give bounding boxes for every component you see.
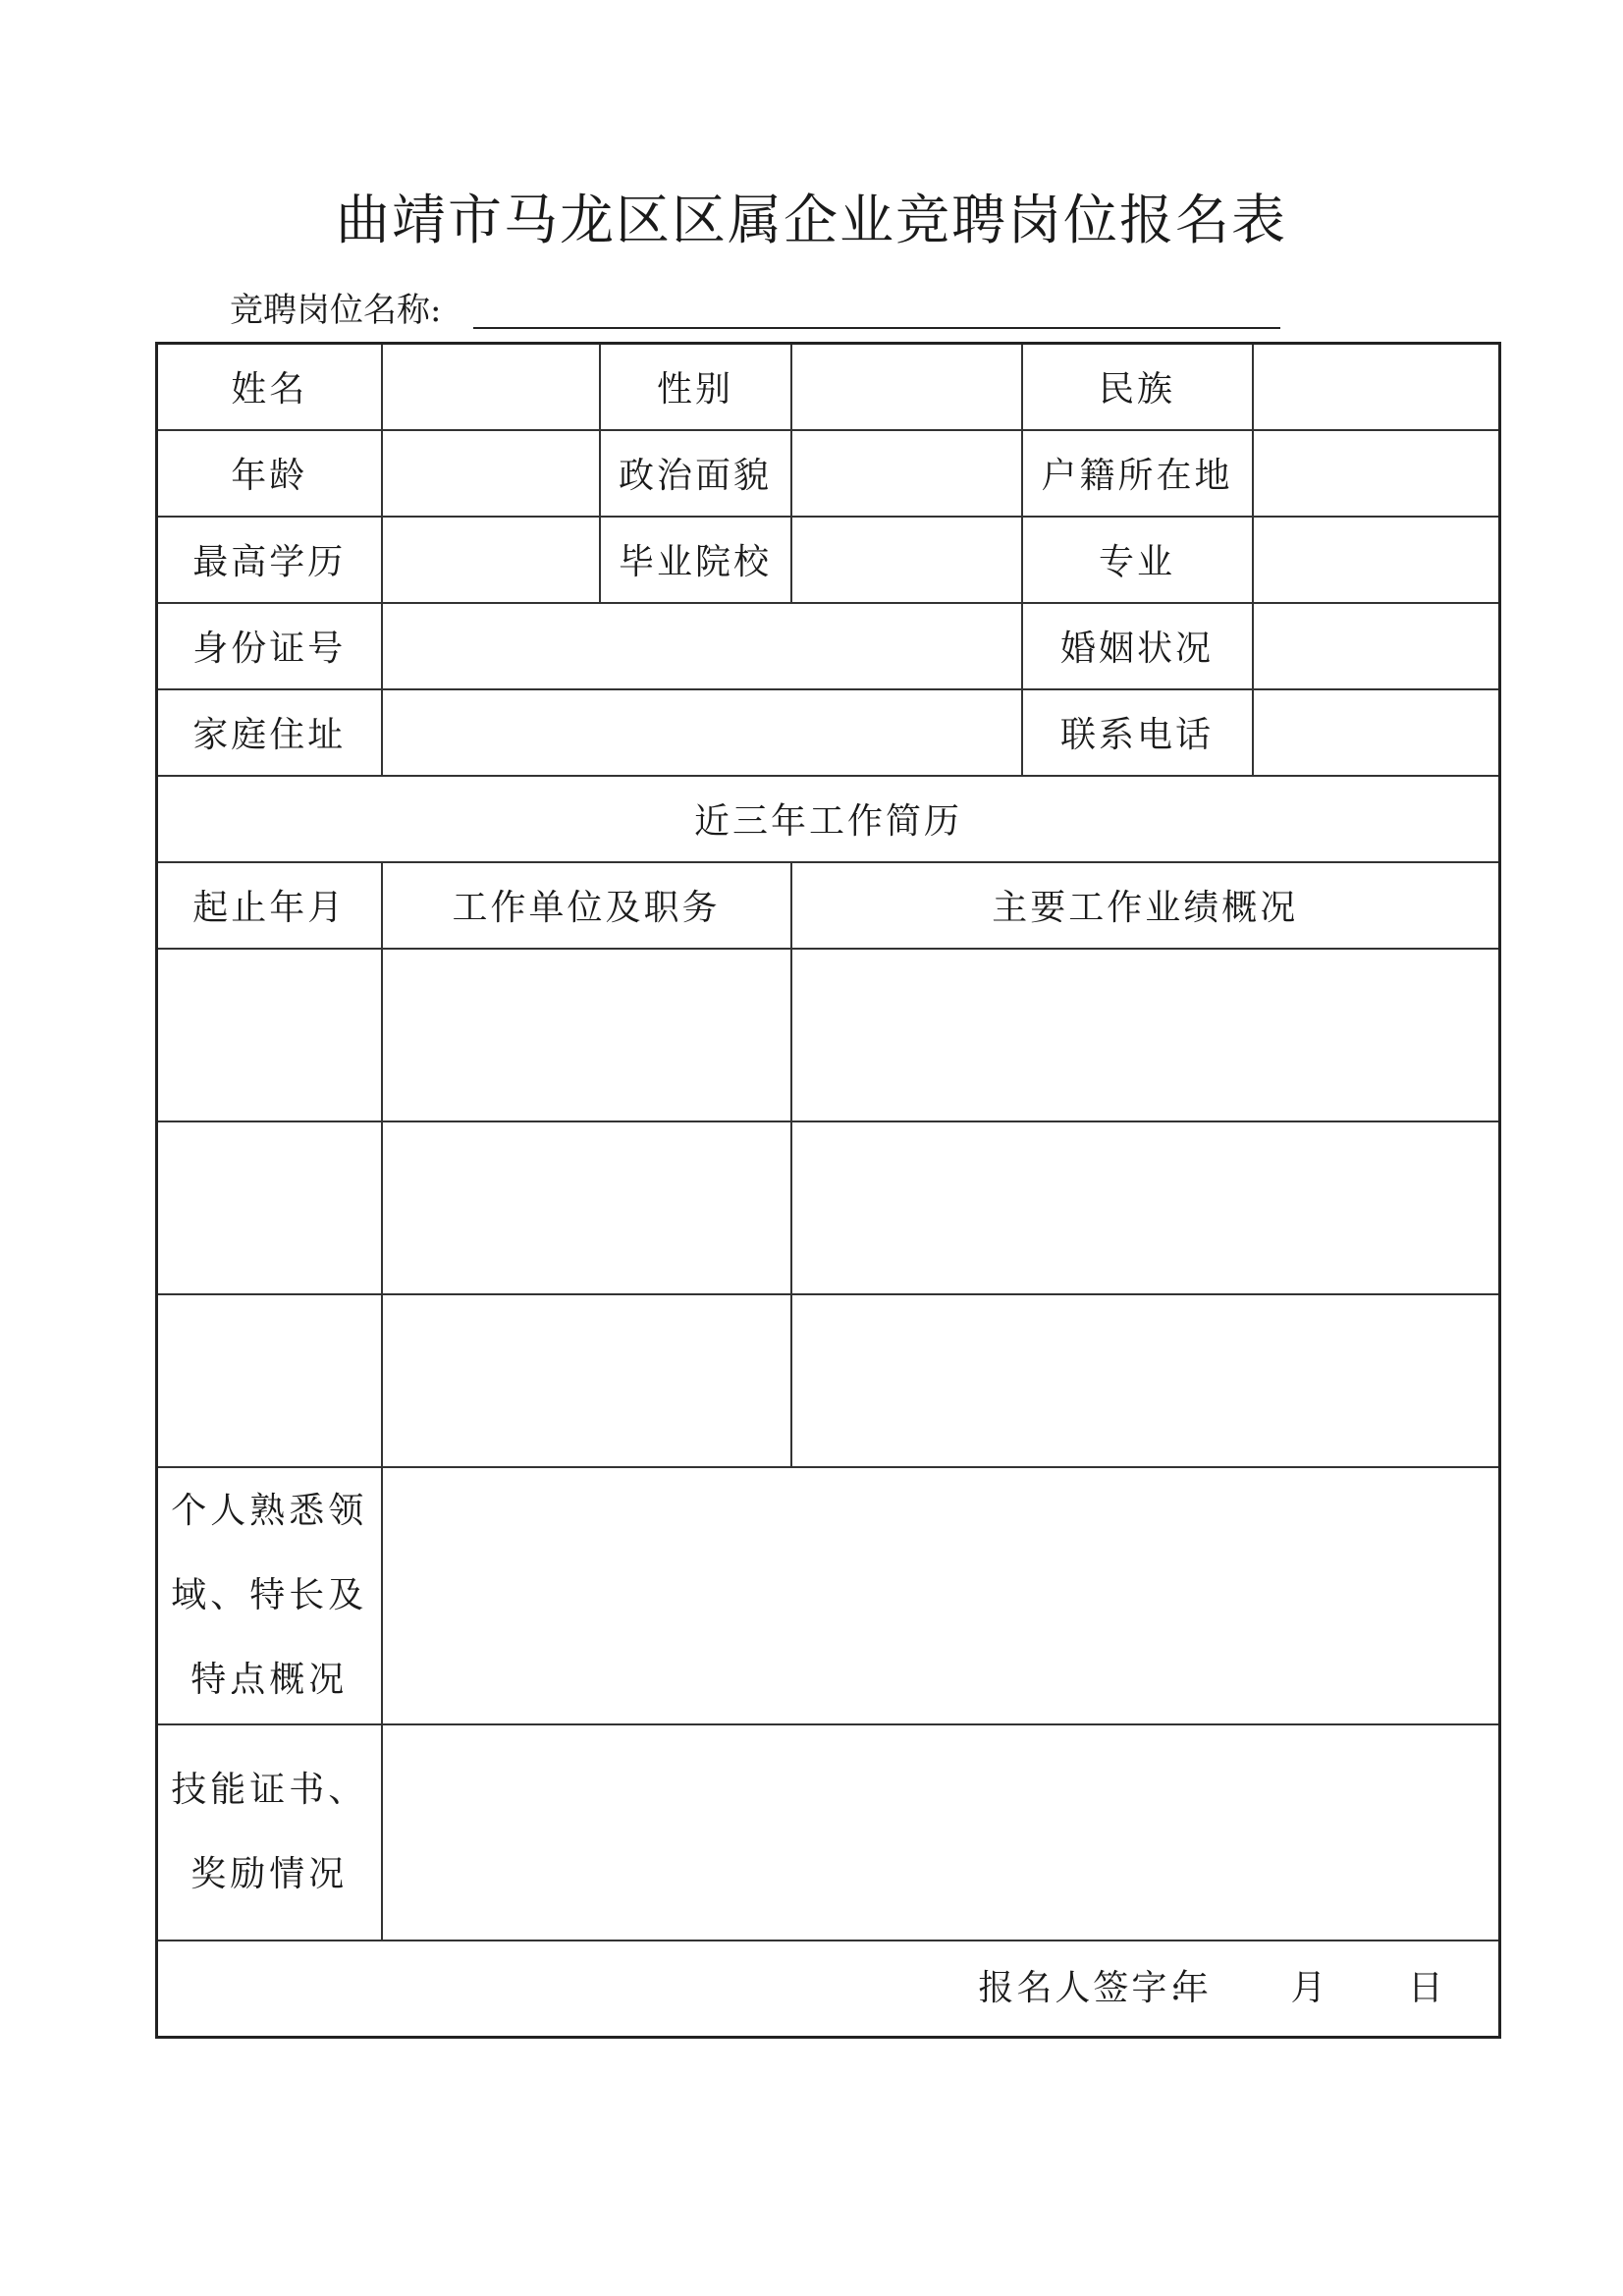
- marital-status-label: 婚姻状况: [1022, 603, 1253, 689]
- address-label: 家庭住址: [157, 689, 382, 776]
- id-number-label: 身份证号: [157, 603, 382, 689]
- work-period-cell[interactable]: [157, 1294, 382, 1467]
- certificates-label: [157, 1724, 382, 1941]
- major-label: 专业: [1022, 517, 1253, 603]
- work-period-header: 起止年月: [157, 862, 382, 949]
- household-location-label: 户籍所在地: [1022, 430, 1253, 517]
- age-label: 年龄: [157, 430, 382, 517]
- certificates-label-line: 奖励情况: [190, 1853, 349, 1894]
- political-status-label: 政治面貌: [600, 430, 791, 517]
- school-label: 毕业院校: [600, 517, 791, 603]
- registration-form-table: [155, 342, 1501, 2039]
- id-number-input-cell[interactable]: [382, 603, 1022, 689]
- position-name-field[interactable]: [473, 327, 1280, 329]
- table-row: [157, 344, 1500, 430]
- work-performance-header: 主要工作业绩概况: [791, 862, 1500, 949]
- table-row: [157, 517, 1500, 603]
- work-performance-cell[interactable]: [791, 1294, 1500, 1467]
- table-row: [157, 949, 1500, 1121]
- work-unit-cell[interactable]: [382, 1294, 791, 1467]
- specialty-label-line: 特点概况: [190, 1659, 349, 1700]
- page-title: 曲靖市马龙区区属企业竞聘岗位报名表: [335, 189, 1287, 251]
- specialty-label-line: 域、特长及: [171, 1574, 368, 1615]
- table-row: [157, 776, 1500, 862]
- table-row: [157, 1467, 1500, 1724]
- phone-input-cell[interactable]: [1253, 689, 1500, 776]
- marital-status-input-cell[interactable]: [1253, 603, 1500, 689]
- certificates-label-line: 技能证书、: [171, 1769, 368, 1810]
- household-location-input-cell[interactable]: [1253, 430, 1500, 517]
- major-input-cell[interactable]: [1253, 517, 1500, 603]
- specialty-input-cell[interactable]: [382, 1467, 1500, 1724]
- table-row: [157, 689, 1500, 776]
- name-input-cell[interactable]: [382, 344, 600, 430]
- signature-label: 报名人签字:: [978, 1967, 1185, 2008]
- gender-label: 性别: [600, 344, 791, 430]
- work-performance-cell[interactable]: [791, 1121, 1500, 1294]
- table-row: [157, 1724, 1500, 1941]
- address-input-cell[interactable]: [382, 689, 1022, 776]
- signature-date: 年 月 日: [1173, 1967, 1443, 2008]
- work-unit-cell[interactable]: [382, 949, 791, 1121]
- ethnicity-label: 民族: [1022, 344, 1253, 430]
- education-label: 最高学历: [157, 517, 382, 603]
- specialty-label: [157, 1467, 382, 1724]
- certificates-input-cell[interactable]: [382, 1724, 1500, 1941]
- work-unit-header: 工作单位及职务: [382, 862, 791, 949]
- work-history-section-title: 近三年工作简历: [157, 776, 1500, 862]
- ethnicity-input-cell[interactable]: [1253, 344, 1500, 430]
- age-input-cell[interactable]: [382, 430, 600, 517]
- table-row: [157, 1941, 1500, 2038]
- work-unit-cell[interactable]: [382, 1121, 791, 1294]
- phone-label: 联系电话: [1022, 689, 1253, 776]
- signature-cell[interactable]: [157, 1941, 1500, 2038]
- school-input-cell[interactable]: [791, 517, 1022, 603]
- position-name-label: 竞聘岗位名称:: [230, 291, 442, 330]
- table-row: [157, 1294, 1500, 1467]
- work-period-cell[interactable]: [157, 1121, 382, 1294]
- name-label: 姓名: [157, 344, 382, 430]
- gender-input-cell[interactable]: [791, 344, 1022, 430]
- specialty-label-line: 个人熟悉领: [171, 1490, 368, 1531]
- table-row: [157, 603, 1500, 689]
- work-period-cell[interactable]: [157, 949, 382, 1121]
- table-row: [157, 1121, 1500, 1294]
- education-input-cell[interactable]: [382, 517, 600, 603]
- work-performance-cell[interactable]: [791, 949, 1500, 1121]
- table-row: [157, 430, 1500, 517]
- table-row: [157, 862, 1500, 949]
- political-status-input-cell[interactable]: [791, 430, 1022, 517]
